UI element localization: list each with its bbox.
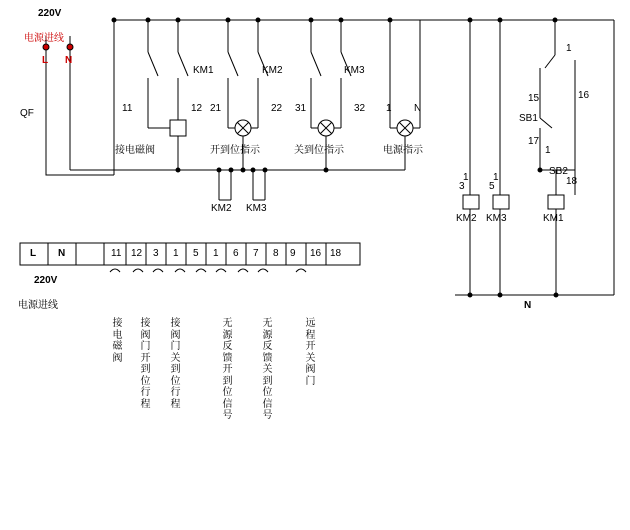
km3-coil-label: KM3 (486, 213, 507, 224)
km2-terminal-22: 22 (271, 103, 283, 114)
group-label-close-travel: 接阀门关到位行程 (170, 318, 181, 410)
breaker-qf-label: QF (20, 108, 34, 119)
km2-label: KM2 (262, 65, 283, 76)
terminal-num-8: 7 (253, 248, 259, 259)
km1-coil-terminal-18: 18 (566, 176, 578, 187)
km3-terminal-32: 32 (354, 103, 366, 114)
sb1-terminal-16: 16 (578, 90, 590, 101)
phase-l-label: L (42, 55, 49, 66)
terminal-num-7: 6 (233, 248, 239, 259)
km2-function-label: 开到位指示 (210, 145, 260, 156)
sb1-terminal-1: 1 (566, 43, 572, 54)
phase-n-label: N (65, 55, 73, 66)
terminal-num-11: 16 (310, 248, 322, 259)
km1-coil-label: KM1 (543, 213, 564, 224)
right-neutral-label: N (524, 300, 532, 311)
terminal-num-4: 1 (173, 248, 179, 259)
terminal-n-label: N (58, 248, 66, 259)
km2-terminal-21: 21 (210, 103, 222, 114)
power-lamp-terminal-n: N (414, 103, 422, 114)
km2-coil-terminal-3: 3 (459, 181, 465, 192)
km1-function-label: 接电磁阀 (115, 145, 155, 156)
terminal-l-label: L (30, 248, 37, 259)
group-label-open-travel: 接阀门开到位行程 (140, 318, 151, 410)
power-lamp-terminal-1: 1 (386, 103, 392, 114)
terminal-source-voltage: 220V (34, 275, 58, 286)
sb2-terminal-17: 17 (528, 136, 540, 147)
coil-feed-label-1: 1 (463, 172, 469, 183)
km3-label: KM3 (344, 65, 365, 76)
terminal-source-line: 电源进线 (18, 300, 58, 311)
group-label-open-feedback: 无源反馈开到位信号 (222, 318, 233, 421)
terminal-num-1: 11 (111, 248, 122, 259)
terminal-num-5: 5 (193, 248, 199, 259)
km1-terminal-11: 11 (122, 103, 133, 114)
terminal-num-10: 9 (290, 248, 296, 259)
aux-contact-km3-label: KM3 (246, 203, 267, 214)
group-label-close-feedback: 无源反馈关到位信号 (262, 318, 273, 421)
terminal-num-12: 18 (330, 248, 342, 259)
km3-function-label: 关到位指示 (294, 145, 344, 156)
power-lamp-function-label: 电源指示 (383, 145, 423, 156)
coil-feed-label-3: 1 (545, 145, 551, 156)
group-label-remote-switch: 远程开关阀门 (305, 318, 316, 387)
supply-voltage-label: 220V (38, 8, 62, 19)
km3-coil-terminal-5: 5 (489, 181, 495, 192)
km3-terminal-31: 31 (295, 103, 307, 114)
group-label-solenoid: 接电磁阀 (112, 318, 123, 364)
km1-terminal-12: 12 (191, 103, 203, 114)
coil-feed-label-2: 1 (493, 172, 499, 183)
km1-label: KM1 (193, 65, 214, 76)
sb1-terminal-15: 15 (528, 93, 540, 104)
aux-contact-km2-label: KM2 (211, 203, 232, 214)
supply-line-label: 电源进线 (24, 33, 64, 44)
terminal-num-2: 12 (131, 248, 143, 259)
terminal-num-9: 8 (273, 248, 279, 259)
terminal-num-3: 3 (153, 248, 159, 259)
km2-coil-label: KM2 (456, 213, 477, 224)
sb1-label: SB1 (519, 113, 538, 124)
sb2-label: SB2 (549, 166, 568, 177)
terminal-num-6: 1 (213, 248, 219, 259)
